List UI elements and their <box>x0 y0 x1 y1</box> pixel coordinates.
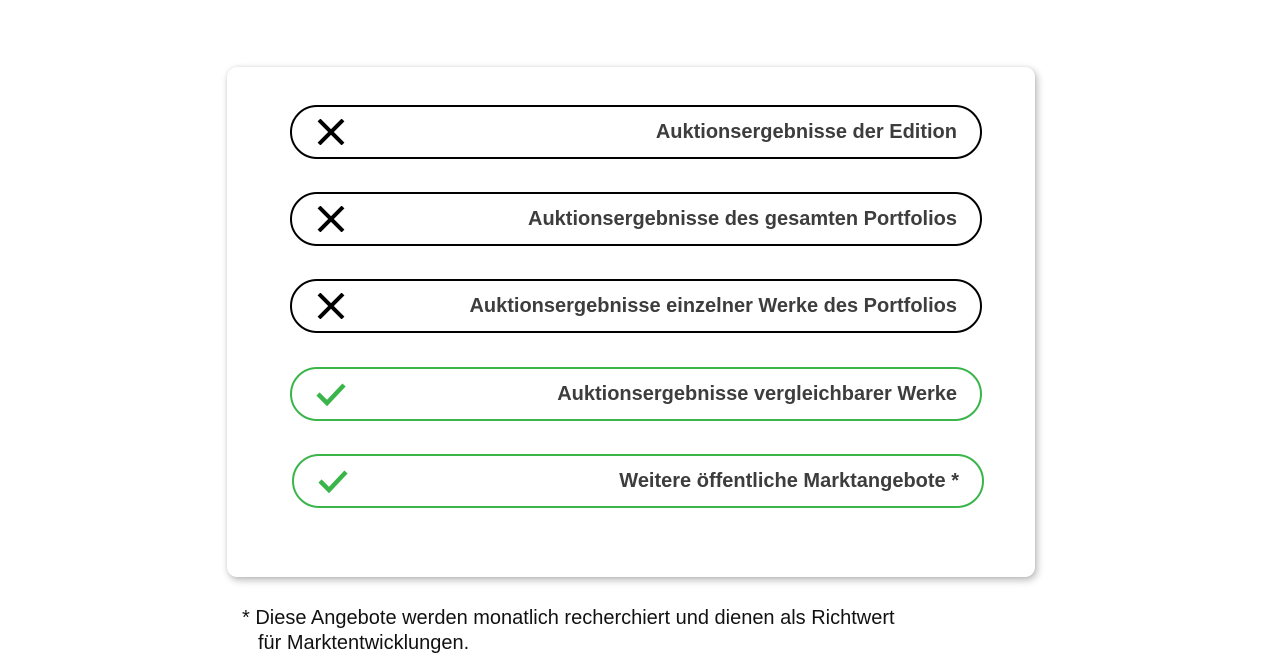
row-label: Auktionsergebnisse der Edition <box>655 121 957 143</box>
row-portfolio-results <box>290 192 982 246</box>
footnote-line-2: für Marktentwicklungen. <box>258 632 470 654</box>
check-icon <box>318 468 348 494</box>
row-single-works-results <box>290 279 982 333</box>
cross-icon <box>316 119 346 145</box>
cross-icon <box>316 206 346 232</box>
row-label: Auktionsergebnisse vergleichbarer Werke <box>557 383 957 405</box>
row-comparable-works-results <box>290 367 982 421</box>
row-public-market-offers <box>292 454 984 508</box>
comparison-card <box>227 67 1035 577</box>
footnote-line-1: * Diese Angebote werden monatlich recherchiert und dienen als Richtwert <box>242 607 895 629</box>
row-label: Auktionsergebnisse einzelner Werke des Portfolios <box>469 295 957 317</box>
row-edition-results <box>290 105 982 159</box>
row-label: Auktionsergebnisse des gesamten Portfolios <box>528 208 957 230</box>
check-icon <box>316 381 346 407</box>
row-label: Weitere öffentliche Marktangebote * <box>619 470 959 492</box>
footnote <box>242 606 1062 656</box>
cross-icon <box>316 293 346 319</box>
